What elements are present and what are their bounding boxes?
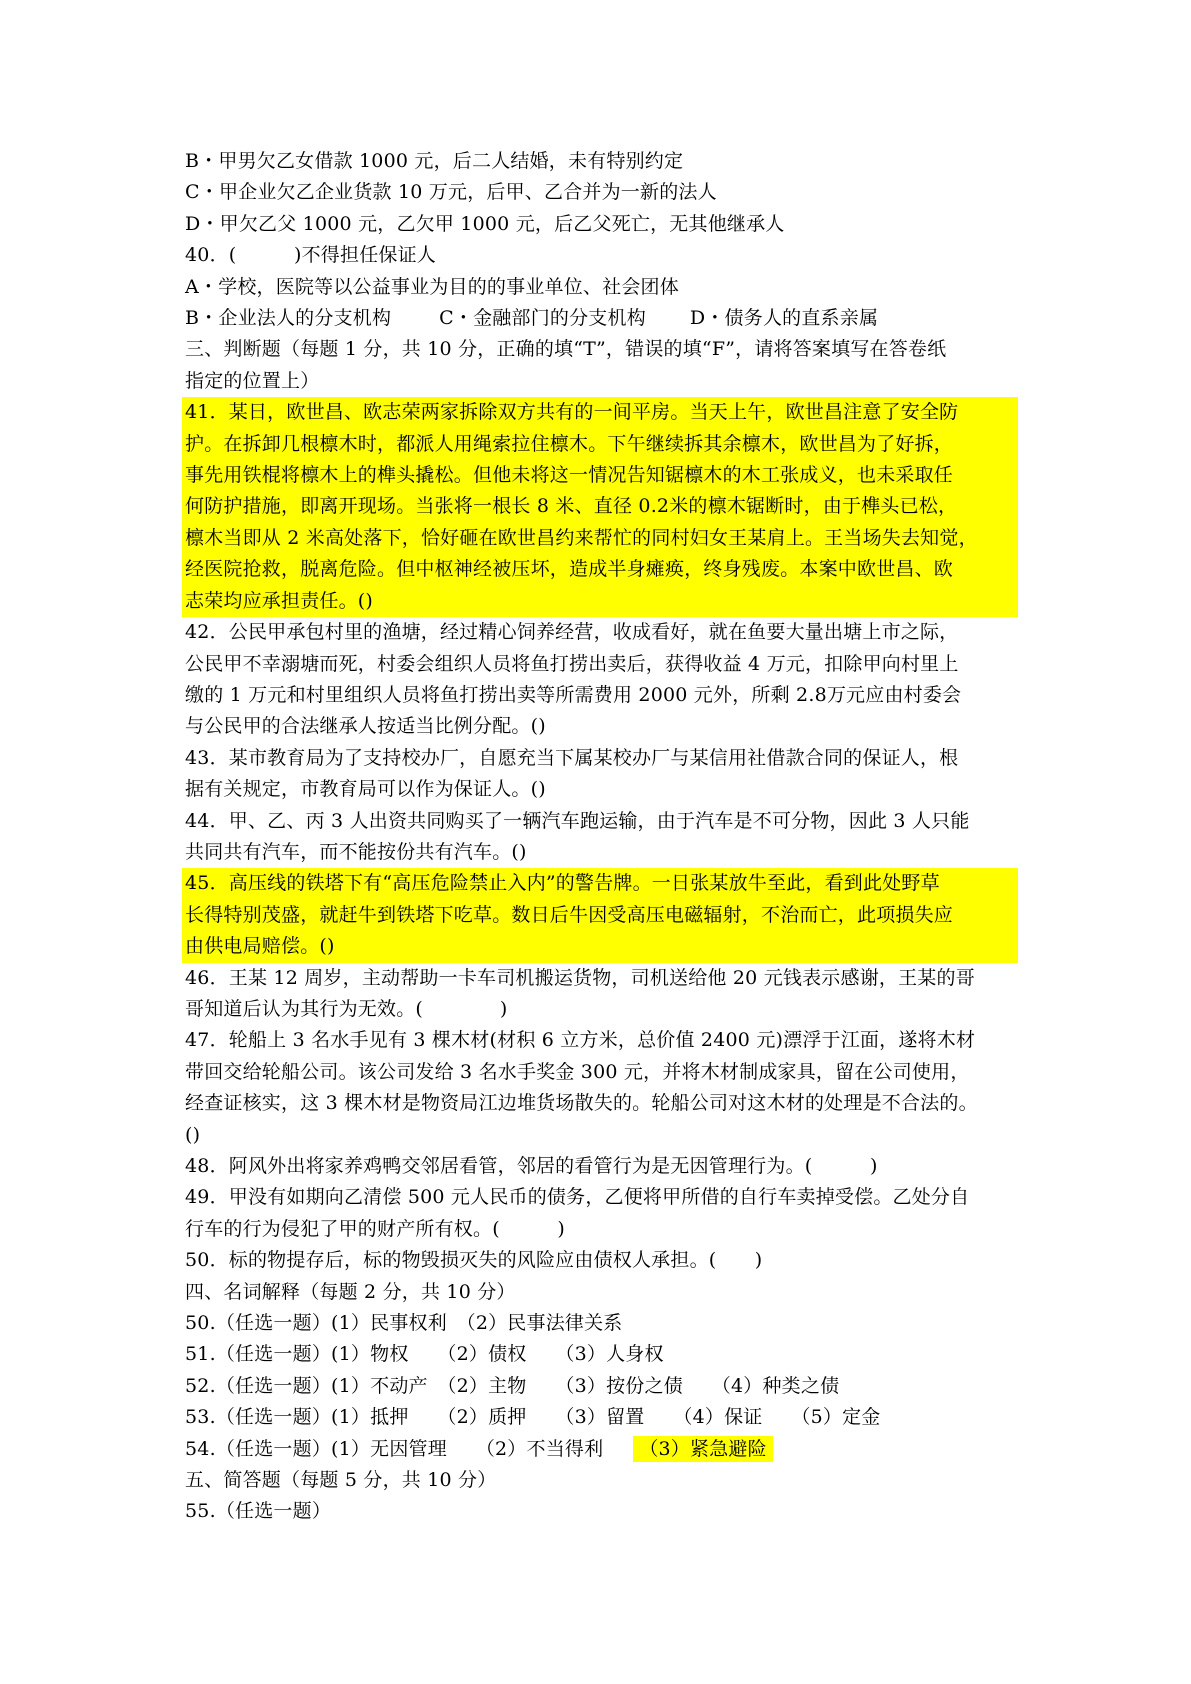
q42-line: 与公民甲的合法继承人按适当比例分配。() xyxy=(185,715,546,738)
term-question-53: 53.（任选一题）(1）抵押 （2）质押 （3）留置 （4）保证 （5）定金 xyxy=(185,1406,881,1429)
term-question-51: 51.（任选一题）(1）物权 （2）债权 （3）人身权 xyxy=(185,1343,664,1366)
section-3-heading-cont: 指定的位置上） xyxy=(185,369,320,392)
q49-line: 49．甲没有如期向乙清偿 500 元人民币的债务，乙便将甲所借的自行车卖掉受偿。乙处分自 xyxy=(185,1186,970,1209)
q45-line: 45．高压线的铁塔下有“高压危险禁止入内”的警告牌。一日张某放牛至此，看到此处野草 xyxy=(185,872,940,895)
q45-line: 由供电局赔偿。() xyxy=(185,935,335,958)
q49-line: 行车的行为侵犯了甲的财产所有权。( ) xyxy=(185,1217,566,1240)
q47-line: 经查证核实，这 3 棵木材是物资局江边堆货场散失的。轮船公司对这木材的处理是不合法的。 xyxy=(185,1092,978,1115)
option-a-40: A・学校，医院等以公益事业为目的的事业单位、社会团体 xyxy=(185,275,679,298)
q42-line: 缴的 1 万元和村里组织人员将鱼打捞出卖等所需费用 2000 元外，所剩 2.8万元应由村委会 xyxy=(185,683,962,706)
q41-line: 41．某日，欧世昌、欧志荣两家拆除双方共有的一间平房。当天上午，欧世昌注意了安全防 xyxy=(185,401,959,424)
q41-line: 志荣均应承担责任。() xyxy=(185,589,374,612)
q47-line: 47．轮船上 3 名水手见有 3 棵木材(材积 6 立方米，总价值 2400 元)漂浮于江面，遂将木材 xyxy=(185,1029,976,1052)
term-question-50: 50.（任选一题）(1）民事权利 （2）民事法律关系 xyxy=(185,1312,623,1335)
q54-highlight: （3）紧急避险 xyxy=(633,1436,773,1462)
q41-line: 事先用铁棍将檩木上的榫头撬松。但他未将这一情况告知锯檩木的木工张成义，也未采取任 xyxy=(185,464,954,487)
q41-line: 经医院抢救，脱离危险。但中枢神经被压坏，造成半身瘫痪，终身残废。本案中欧世昌、欧 xyxy=(185,558,954,581)
q43-line: 43．某市教育局为了支持校办厂，自愿充当下属某校办厂与某信用社借款合同的保证人，根 xyxy=(185,746,959,769)
q45-line: 长得特别茂盛，就赶牛到铁塔下吃草。数日后牛因受高压电磁辐射，不治而亡，此项损失应 xyxy=(185,903,954,926)
term-question-52: 52.（任选一题）(1）不动产 （2）主物 （3）按份之债 （4）种类之债 xyxy=(185,1374,840,1397)
q46-line: 46．王某 12 周岁，主动帮助一卡车司机搬运货物，司机送给他 20 元钱表示感谢，王某的哥 xyxy=(185,966,975,989)
q54-text: 54.（任选一题）(1）无因管理 （2）不当得利 xyxy=(185,1437,604,1460)
section-4-heading: 四、名词解释（每题 2 分，共 10 分） xyxy=(185,1280,516,1303)
options-bcd-40 xyxy=(185,303,1025,334)
question-40: 40．( )不得担任保证人 xyxy=(185,244,437,267)
section-5-heading: 五、简答题（每题 5 分，共 10 分） xyxy=(185,1469,497,1492)
q44-line: 共同共有汽车，而不能按份共有汽车。() xyxy=(185,840,527,863)
q41-line: 何防护措施，即离开现场。当张将一根长 8 米、直径 0.2米的檩木锯断时，由于榫头已松， xyxy=(185,495,958,518)
section-3-heading: 三、判断题（每题 1 分，共 10 分，正确的填“T”，错误的填“F”，请将答案填写在答卷纸 xyxy=(185,338,947,361)
option-b-39: B・甲男欠乙女借款 1000 元，后二人结婚，未有特别约定 xyxy=(185,150,684,172)
option-c-39: C・甲企业欠乙企业货款 10 万元，后甲、乙合并为一新的法人 xyxy=(185,181,717,204)
question-41-highlight xyxy=(182,397,1018,617)
option-d-40: D・债务人的直系亲属 xyxy=(689,307,879,330)
question-55: 55.（任选一题） xyxy=(185,1500,332,1523)
q50-line: 50．标的物提存后，标的物毁损灭失的风险应由债权人承担。( ) xyxy=(185,1249,763,1272)
q43-line: 据有关规定，市教育局可以作为保证人。() xyxy=(185,778,546,801)
q42-line: 公民甲不幸溺塘而死，村委会组织人员将鱼打捞出卖后，获得收益 4 万元，扣除甲向村里上 xyxy=(185,652,959,675)
q47-line: () xyxy=(185,1123,201,1146)
option-d-39: D・甲欠乙父 1000 元，乙欠甲 1000 元，后乙父死亡，无其他继承人 xyxy=(185,212,785,235)
q41-line: 护。在拆卸几根檩木时，都派人用绳索拉住檩木。下午继续拆其余檩木，欧世昌为了好拆， xyxy=(185,432,954,455)
option-b-40: B・企业法人的分支机构 xyxy=(185,307,392,330)
q46-line: 哥知道后认为其行为无效。( ) xyxy=(185,997,508,1020)
q41-line: 檩木当即从 2 米高处落下，恰好砸在欧世昌约来帮忙的同村妇女王某肩上。王当场失去知觉， xyxy=(185,526,978,549)
q48-line: 48．阿风外出将家养鸡鸭交邻居看管，邻居的看管行为是无因管理行为。( ) xyxy=(185,1155,878,1177)
q47-line: 带回交给轮船公司。该公司发给 3 名水手奖金 300 元，并将木材制成家具，留在公司使用， xyxy=(185,1060,970,1083)
document-page xyxy=(185,146,1025,1528)
question-45-highlight xyxy=(182,868,1018,962)
term-question-54 xyxy=(185,1434,1025,1465)
option-c-40: C・金融部门的分支机构 xyxy=(439,307,646,330)
q44-line: 44．甲、乙、丙 3 人出资共同购买了一辆汽车跑运输，由于汽车是不可分物，因此 3 人只能 xyxy=(185,809,970,832)
q42-line: 42．公民甲承包村里的渔塘，经过精心饲养经营，收成看好，就在鱼要大量出塘上市之际， xyxy=(185,621,959,644)
